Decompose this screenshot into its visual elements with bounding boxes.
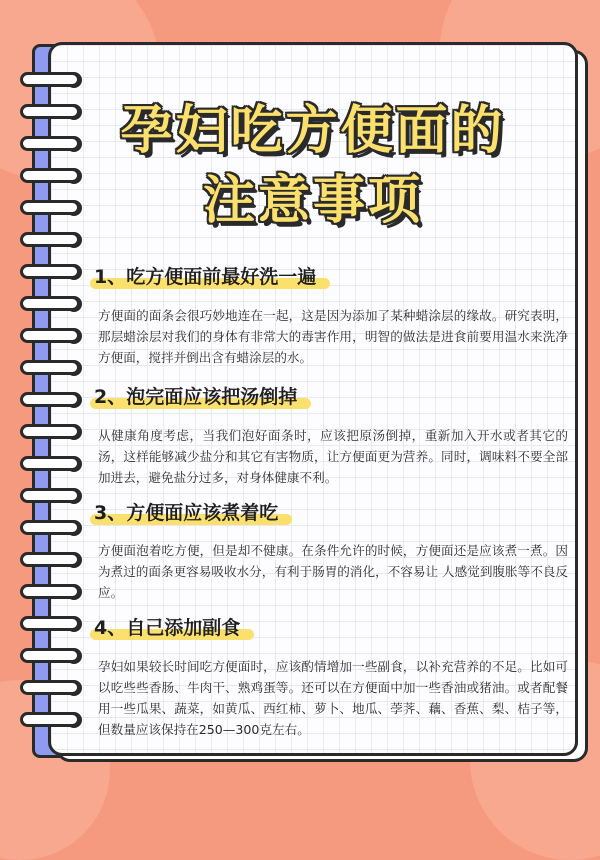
section-heading-1: 1、吃方便面前最好洗一遍 xyxy=(90,262,324,291)
section-body-4: 孕妇如果较长时间吃方便面时，应该酌情增加一些副食，以补充营养的不足。比如可以吃些些香肠、牛肉干、熟鸡蛋等。还可以在方便面中加一些香油或猪油。或者配餐用一些瓜果、蔬菜，如黄瓜、西红柿、萝卜、地瓜、荸荠、藕、香蕉、梨、桔子等，但数量应该保持在250—300克左右。 xyxy=(98,659,568,737)
binding-ring xyxy=(20,680,80,695)
binding-ring xyxy=(20,552,80,567)
binding-ring xyxy=(20,520,80,535)
binding-ring xyxy=(20,72,80,87)
binding-ring xyxy=(20,296,80,311)
binding-ring xyxy=(20,424,80,439)
section-heading-4: 4、自己添加副食 xyxy=(90,613,248,642)
binding-ring xyxy=(20,264,80,279)
binding-ring xyxy=(20,392,80,407)
binding-ring xyxy=(20,488,80,503)
binding-ring xyxy=(20,360,80,375)
binding-ring xyxy=(20,616,80,631)
binding-ring xyxy=(20,712,80,727)
page-title-line-2: 注意事项 xyxy=(202,171,423,231)
binding-ring xyxy=(20,232,80,247)
section-body-1: 方便面的面条会很巧妙地连在一起，这是因为添加了某种蜡涂层的缘故。研究表明，那层蜡涂层对我们的身体有非常大的毒害作用，明智的做法是进食前要用温水来洗净方便面，搅拌并倒出含有蜡涂层的水。 xyxy=(98,308,568,365)
binding-ring xyxy=(20,648,80,663)
binding-ring xyxy=(20,584,80,599)
section-heading-2: 2、泡完面应该把汤倒掉 xyxy=(90,382,305,411)
section-body-2: 从健康角度考虑，当我们泡好面条时，应该把原汤倒掉，重新加入开水或者其它的汤，这样能够减少盐分和其它有害物质，让方便面更为营养。同时，调味料不要全部加进去，避免盐分过多，对身体健康不利。 xyxy=(98,428,568,485)
section-body-3: 方便面泡着吃方便，但是却不健康。在条件允许的时候，方便面还是应该煮一煮。因为煮过的面条更容易吸收水分，有利于肠胃的消化，不容易让 人感觉到腹胀等不良反应。 xyxy=(98,543,568,600)
section-heading-3: 3、方便面应该煮着吃 xyxy=(90,498,286,527)
binding-ring xyxy=(20,328,80,343)
binding-ring xyxy=(20,456,80,471)
page-title-line-1: 孕妇吃方便面的 xyxy=(120,101,506,161)
